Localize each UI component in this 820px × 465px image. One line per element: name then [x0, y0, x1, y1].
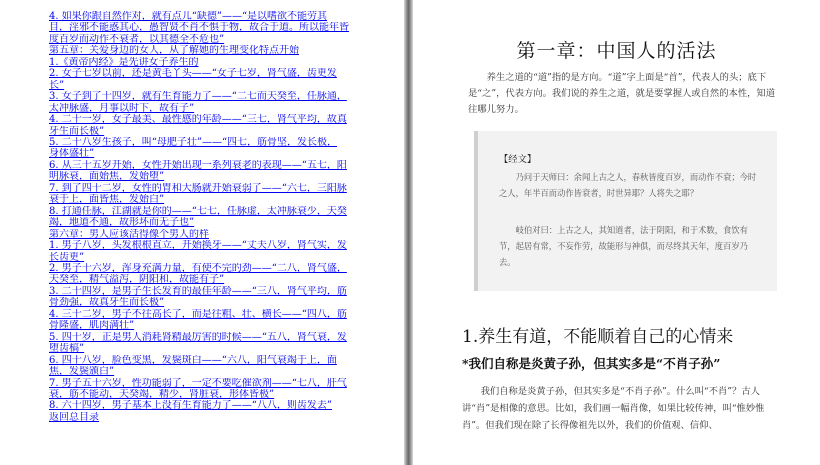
subsection-title: *我们自称是炎黄子孙，但其实多是“不肖子孙” — [462, 356, 721, 371]
toc-link[interactable]: 4. 二十一岁，女子最美、最性感的年龄——“三七，肾气平均，故真 — [49, 114, 347, 126]
toc-link[interactable]: 衰于上，面皆焦，发始白” — [49, 194, 165, 206]
toc-link[interactable]: 骨劲强，故真牙生而长极” — [49, 297, 165, 309]
toc-link[interactable]: 长” — [49, 79, 65, 91]
quote-label: 【经文】 — [499, 154, 537, 165]
right-page — [413, 0, 820, 465]
section-title: 1.养生有道，不能顺着自己的心情来 — [462, 327, 734, 347]
chapter-title: 第一章：中国人的活法 — [516, 40, 717, 62]
toc-link[interactable]: 8. 打通任脉，江湖就是你的——“七七，任脉虚，太冲脉衰少，天癸 — [49, 205, 347, 217]
toc-link[interactable]: 度百岁而动作不衰者，以其德全不危也” — [49, 33, 225, 45]
toc-link[interactable]: 竭，地道不通，故形坏而无子也” — [49, 217, 195, 229]
toc-link[interactable]: 第五章：关爱身边的女人，从了解她的生理变化特点开始 — [49, 45, 299, 57]
toc-link[interactable]: 7. 男子五十六岁，性功能弱了，一定不要吃催欲剂——“七八，肝气 — [49, 377, 347, 389]
toc-link[interactable]: 1. 男子八岁，头发根根直立，开始换牙——“丈夫八岁，肾气实，发 — [49, 240, 347, 252]
table-of-contents — [49, 11, 357, 423]
toc-link[interactable]: 8. 六十四岁，男子基本上没有生育能力了——“八八，则齿发去” — [49, 400, 332, 412]
quote-paragraph: 岐伯对曰：上古之人，其知道者，法于阴阳，和于术数，食饮有节，起居有常，不妄作劳，故能形与神俱，而尽终其天年，度百岁乃去。 — [499, 225, 748, 267]
toc-link[interactable]: 6. 四十八岁，脸色变黑，发鬓斑白——“六八，阳气衰竭于上，面 — [49, 354, 337, 366]
toc-link[interactable]: 身体盛壮” — [49, 148, 95, 160]
page-divider — [404, 0, 413, 465]
quote-paragraph: 乃问于天师曰：余闻上古之人，春秋皆度百岁，而动作不衰；今时之人，年半百而动作皆衰者，时世异耶？人将失之耶？ — [499, 172, 757, 198]
toc-link[interactable]: 衰，筋不能动，天癸竭，精少，肾脏衰，形体皆极” — [49, 388, 275, 400]
toc-link[interactable]: 7. 到了四十二岁，女性的胃和大肠就开始衰弱了——“六七，三阳脉 — [49, 182, 347, 194]
toc-link[interactable]: 长齿更” — [49, 251, 85, 263]
toc-link[interactable]: 牙生而长极” — [49, 125, 105, 137]
toc-link[interactable]: 1.《黄帝内经》是先讲女子养生的 — [49, 56, 199, 68]
toc-link[interactable]: 第六章：男人应该活得像个男人的样 — [49, 228, 209, 240]
intro-paragraph: 养生之道的“道”指的是方向。“道”字上面是“首”，代表人的头；底下是“之”，代表方向。我们说的养生之道，就是要掌握人或自然的本性，知道往哪儿努力。 — [468, 72, 776, 115]
toc-link[interactable]: 3. 女子到了十四岁，就有生育能力了——“二七而天癸至，任脉通， — [49, 91, 347, 103]
toc-link[interactable]: 焦，发鬓颁白” — [49, 366, 115, 378]
left-page — [0, 0, 404, 465]
toc-link[interactable]: 4. 如果你跟自然作对，就有点儿“缺德”——“是以嗜欲不能劳其 — [49, 11, 328, 22]
toc-link[interactable]: 明脉衰，面始焦，发始堕” — [49, 171, 165, 183]
toc-link[interactable]: 3. 二十四岁，是男子生长发育的最佳年龄——“三八，肾气平均，筋 — [49, 285, 347, 297]
toc-link[interactable]: 目，淫邪不能惑其心，愚智贤不肖不惧于物，故合于道。所以能年皆 — [49, 22, 349, 34]
toc-link[interactable]: 2. 男子十六岁，浑身充满力量，有使不完的劲——“二八，肾气盛， — [49, 262, 347, 274]
toc-link[interactable]: 骨隆盛，肌肉满壮” — [49, 320, 135, 332]
body-paragraph: 我们自称是炎黄子孙，但其实多是“不肖子孙”。什么叫“不肖”？古人讲“肖”是相像的意思。比如，我们画一幅肖像，如果比较传神，叫“惟妙惟肖”。但我们现在除了长得像祖先以外，我们的价值观、信仰、 — [462, 386, 765, 431]
toc-link[interactable]: 6. 从三十五岁开始，女性开始出现一系列衰老的表现——“五七，阳 — [49, 159, 347, 171]
toc-link[interactable]: 5. 二十八岁生孩子，叫“母肥子壮”——“四七，筋骨坚，发长极， — [49, 136, 338, 148]
toc-link[interactable]: 堕齿槁” — [49, 343, 85, 355]
toc-link[interactable]: 2. 女子七岁以前，还是黄毛丫头——“女子七岁，肾气盛，齿更发 — [49, 68, 337, 80]
toc-link[interactable]: 返回总目录 — [49, 411, 99, 423]
toc-link[interactable]: 5. 四十岁，正是男人消耗肾精最厉害的时候——“五八，肾气衰，发 — [49, 331, 347, 343]
toc-link[interactable]: 天癸至，精气溢泻，阴阳和，故能有子” — [49, 274, 225, 286]
toc-link[interactable]: 太冲脉盛，月事以时下，故有子” — [49, 102, 195, 114]
scripture-quote-box — [474, 131, 777, 291]
toc-link[interactable]: 4. 三十二岁，男子不往高长了，而是往粗、壮、横长——“四八，筋 — [49, 308, 347, 320]
